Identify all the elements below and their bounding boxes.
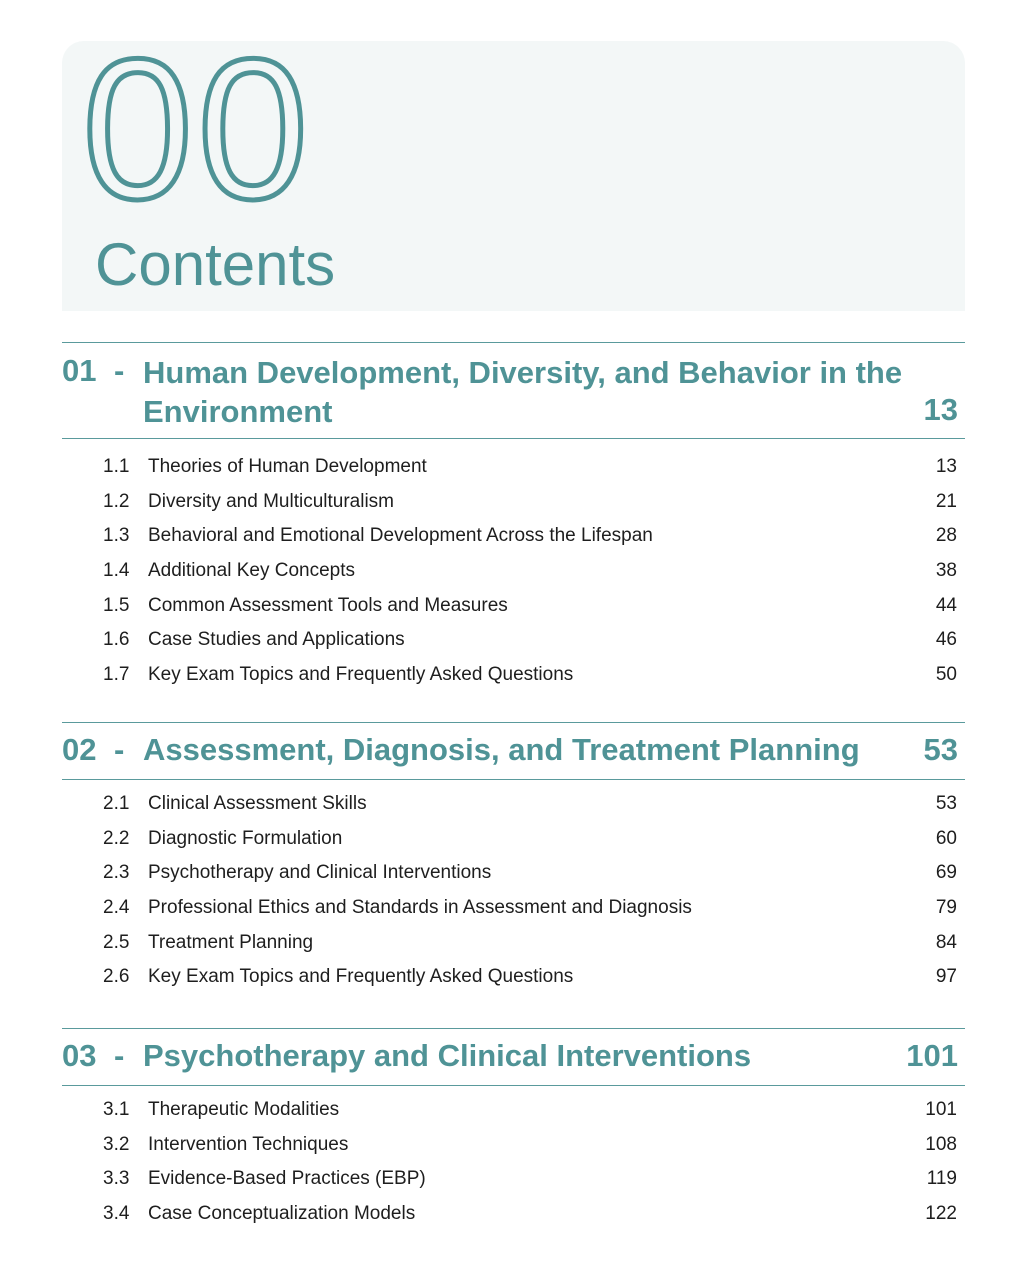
toc-entry[interactable] (62, 518, 965, 553)
entry-page: 44 (935, 594, 957, 616)
toc-entry[interactable] (62, 821, 965, 856)
entry-number: 1.6 (103, 629, 130, 651)
toc-entry[interactable] (62, 890, 965, 925)
entry-page: 69 (935, 862, 957, 884)
entry-number: 2.3 (103, 862, 130, 884)
chapter-dash: - (114, 353, 125, 388)
entry-number: 3.4 (103, 1203, 130, 1225)
toc-entry[interactable] (62, 449, 965, 484)
entry-number: 2.2 (103, 827, 130, 849)
entry-label: Diversity and Multiculturalism (148, 490, 395, 512)
toc-entry[interactable] (62, 1127, 965, 1162)
chapter-section-03 (62, 1028, 965, 1231)
entry-label: Professional Ethics and Standards in Assessment and Diagnosis (148, 897, 692, 919)
chapter-dash: - (114, 732, 125, 767)
toc-entry[interactable] (62, 484, 965, 519)
chapter-section-01 (62, 342, 965, 692)
toc-entry[interactable] (62, 1161, 965, 1196)
chapter-page: 101 (906, 1038, 958, 1073)
entry-number: 1.1 (103, 456, 130, 477)
toc-entry[interactable] (62, 959, 965, 994)
entry-number: 3.1 (103, 1099, 130, 1120)
entry-label: Key Exam Topics and Frequently Asked Questions (148, 664, 574, 686)
chapter-title: Psychotherapy and Clinical Interventions (143, 1038, 752, 1073)
chapter-page: 13 (923, 392, 958, 427)
toc-entry[interactable] (62, 588, 965, 623)
entry-label: Additional Key Concepts (148, 560, 356, 582)
entry-label: Theories of Human Development (148, 456, 427, 477)
entry-label: Evidence-Based Practices (EBP) (148, 1168, 426, 1190)
entry-number: 2.5 (103, 931, 130, 953)
entry-label: Therapeutic Modalities (148, 1099, 340, 1120)
chapter-number: 01 (62, 353, 97, 388)
entry-page: 21 (935, 490, 957, 512)
toc-entry[interactable] (62, 925, 965, 960)
entry-page: 122 (925, 1203, 957, 1225)
entry-page: 101 (925, 1099, 957, 1120)
entry-page: 97 (935, 966, 957, 988)
section-number-outline: 00 (82, 18, 313, 241)
entry-number: 1.2 (103, 490, 130, 512)
entry-page: 84 (935, 931, 957, 953)
entry-number: 1.4 (103, 560, 130, 582)
entry-page: 119 (926, 1168, 957, 1190)
entry-number: 3.3 (103, 1168, 130, 1190)
entry-number: 2.1 (103, 793, 130, 814)
entry-label: Case Conceptualization Models (148, 1203, 416, 1225)
entry-page: 13 (935, 456, 957, 477)
entry-page: 46 (935, 629, 957, 651)
entry-number: 1.3 (103, 525, 130, 547)
toc-entry[interactable] (62, 657, 965, 692)
entry-page: 28 (935, 525, 957, 547)
entry-number: 2.4 (103, 897, 130, 919)
entry-page: 38 (935, 560, 957, 582)
entry-page: 108 (925, 1133, 957, 1155)
chapter-section-02 (62, 722, 965, 994)
toc-entry[interactable] (62, 1092, 965, 1127)
chapter-page: 53 (923, 732, 958, 767)
entry-number: 1.7 (103, 664, 130, 686)
entry-number: 1.5 (103, 594, 130, 616)
chapter-title: Assessment, Diagnosis, and Treatment Planning (143, 732, 860, 767)
entry-label: Case Studies and Applications (148, 629, 405, 651)
toc-entry[interactable] (62, 622, 965, 657)
chapter-number: 03 (62, 1038, 97, 1073)
entry-label: Key Exam Topics and Frequently Asked Questions (148, 966, 574, 988)
entry-label: Intervention Techniques (148, 1133, 349, 1155)
entry-label: Common Assessment Tools and Measures (148, 594, 508, 616)
chapter-heading[interactable] (62, 722, 965, 780)
entry-page: 50 (935, 664, 957, 686)
entry-number: 3.2 (103, 1133, 130, 1155)
toc-entry[interactable] (62, 786, 965, 821)
entry-label: Diagnostic Formulation (148, 827, 343, 849)
entry-page: 53 (935, 793, 957, 814)
entry-label: Psychotherapy and Clinical Interventions (148, 862, 492, 884)
entry-label: Behavioral and Emotional Development Across the Lifespan (148, 525, 653, 547)
chapter-heading[interactable] (62, 342, 965, 439)
page-title: Contents (95, 231, 336, 298)
chapter-dash: - (114, 1038, 125, 1073)
toc-entry[interactable] (62, 553, 965, 588)
toc-entry[interactable] (62, 855, 965, 890)
toc-entry[interactable] (62, 1196, 965, 1231)
entry-page: 79 (935, 897, 957, 919)
entry-page: 60 (935, 827, 957, 849)
chapter-title (143, 353, 903, 431)
entry-label: Clinical Assessment Skills (148, 793, 367, 814)
chapter-title-line-2: Environment (143, 394, 333, 429)
chapter-heading[interactable] (62, 1028, 965, 1086)
entry-label: Treatment Planning (148, 931, 314, 953)
chapter-number: 02 (62, 732, 97, 767)
chapter-title-line-1: Human Development, Diversity, and Behavior in the (143, 355, 903, 390)
entry-number: 2.6 (103, 966, 130, 988)
